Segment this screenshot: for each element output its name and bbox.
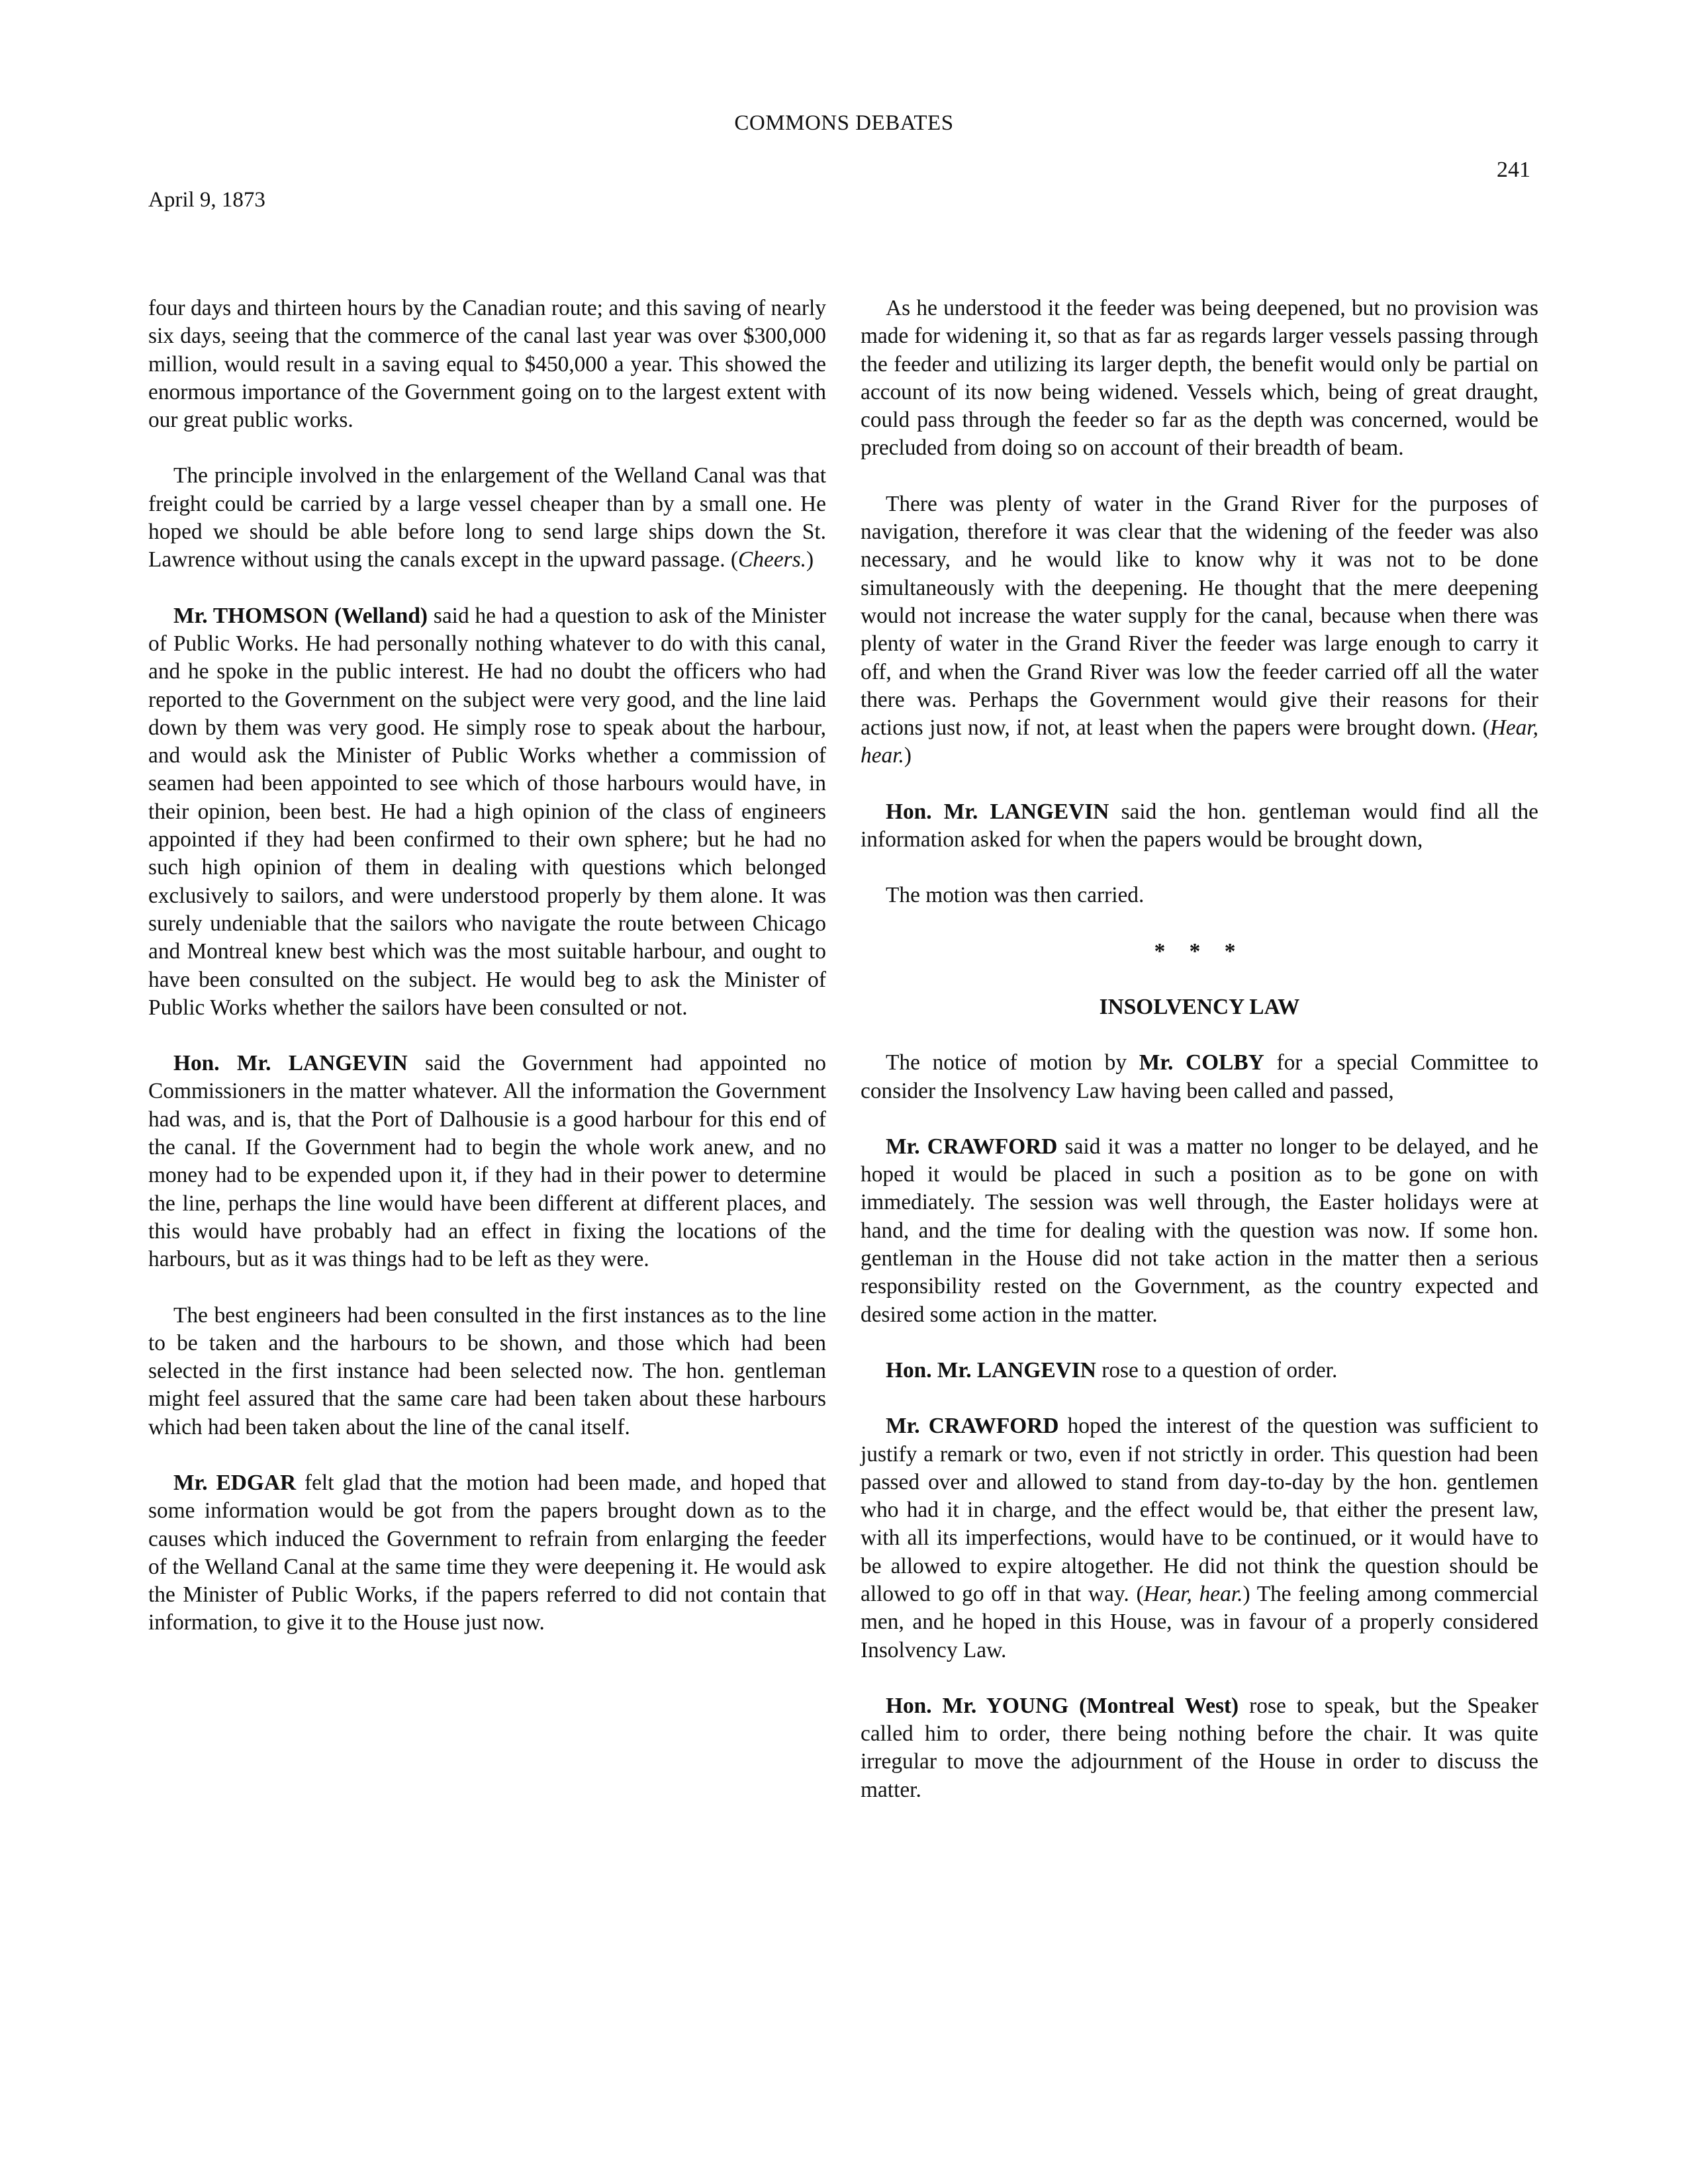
speaker-name: Mr. CRAWFORD	[886, 1414, 1059, 1439]
speech	[148, 602, 826, 1022]
speaker-name: Mr. CRAWFORD	[886, 1134, 1058, 1159]
paragraph-text: There was plenty of water in the Grand River for the purposes of navigation, therefore it was clear that the widening of the feeder was also necessary, and he would like to know why it was not to be done simultaneously with the deepening. He thought that the mere deepening would not increase the water supply for the canal, because when there was plenty of water in the Grand River the feeder was large enough to carry it off, and when the Grand River was low the feeder carried off all the water there was. Perhaps the Government would give their reasons for their actions just now, if not, at least when the papers were brought down. (	[861, 491, 1538, 741]
speaker-name: Hon. Mr. LANGEVIN	[173, 1051, 408, 1076]
speech	[861, 1692, 1538, 1804]
paragraph	[861, 490, 1538, 770]
speech	[861, 798, 1538, 854]
speech-text: felt glad that the motion had been made, and hoped that some information would be got from the papers brought down as to the causes which induced the Government to refrain from enlarging the feeder of the Welland Canal at the same time they were deepening it. He would ask the Minister of Public Works, if the papers referred to did not contain that information, to give it to the House just now.	[148, 1470, 826, 1635]
speech-text: rose to a question of order.	[1096, 1357, 1338, 1383]
interjection: Hear, hear.	[1143, 1581, 1243, 1606]
section-divider: * * *	[1154, 938, 1245, 964]
paragraph-text: )	[904, 743, 912, 768]
speaker-name: Mr. COLBY	[1139, 1050, 1264, 1075]
page-header-title: COMMONS DEBATES	[734, 111, 954, 135]
speech-text: said it was a matter no longer to be delayed, and he hoped it would be placed in such a position as to be gone on with immediately. The session was well through, the Easter holidays were at hand, and the time for dealing with the question was now. If some hon. gentleman in the House did not take action in the matter then a serious responsibility rested on the Government, as the country expected and desired some action in the matter.	[861, 1134, 1538, 1327]
paragraph: As he understood it the feeder was being deepened, but no provision was made for widening it, so that as far as regards larger vessels passing through the feeder and utilizing its larger depth, the benefit would only be partial on account of its now being widened. Vessels which, being of great draught, could pass through the feeder so far as the depth was concerned, would be precluded from doing so on account of their breadth of beam.	[861, 296, 1538, 461]
speaker-name: Mr. EDGAR	[173, 1470, 297, 1495]
speaker-name: Hon. Mr. LANGEVIN	[886, 799, 1109, 824]
page-number: 241	[1497, 158, 1530, 182]
page-date: April 9, 1873	[148, 188, 265, 212]
paragraph-text: The principle involved in the enlargement of the Welland Canal was that freight could be carried by a large vessel cheaper than by a small one. He hoped we should be able before long to send large ships down the St. Lawrence without using the canals except in the upward passage. (	[148, 463, 826, 572]
paragraph-text: The notice of motion by	[886, 1050, 1139, 1075]
interjection: Cheers.	[738, 547, 806, 572]
speech-text: said the hon. gentleman would find all the information asked for when the papers would be brought down,	[861, 799, 1538, 852]
paragraph: The motion was then carried.	[886, 883, 1145, 908]
speech	[861, 1412, 1538, 1664]
speech	[148, 1050, 826, 1273]
left-column	[148, 295, 826, 1665]
speaker-name: Hon. Mr. LANGEVIN	[886, 1357, 1096, 1383]
speaker-name: Hon. Mr. YOUNG (Montreal West)	[886, 1693, 1239, 1718]
speech	[148, 1469, 826, 1637]
speech-text: rose to speak, but the Speaker called him to order, there being nothing before the chair. It was quite irregular to move the adjournment of the House in order to discuss the matter.	[861, 1693, 1539, 1802]
speaker-name: Mr. THOMSON (Welland)	[173, 603, 428, 628]
paragraph: The best engineers had been consulted in the first instances as to the line to be taken and the harbours to be shown, and those which had been selected in the first instance had been selected now. The hon. gentleman might feel assured that the same care had been taken about these harbours which had been taken about the line of the canal itself.	[148, 1302, 826, 1439]
paragraph-text: for a special Committee to consider the Insolvency Law having been called and passed,	[861, 1050, 1538, 1103]
speech-text: hoped the interest of the question was sufficient to justify a remark or two, even if not strictly in order. This question had been passed over and allowed to stand from day-to-day by the hon. gentlemen who had it in charge, and the effect would be, that either the present law, with all its imperfections, would have to be continued, or it would have to be allowed to expire altogether. He did not think the question should be allowed to go off in that way. (	[861, 1414, 1538, 1606]
paragraph	[148, 462, 826, 574]
interjection: Hear, hear.	[861, 715, 1538, 768]
paragraph: four days and thirteen hours by the Canadian route; and this saving of nearly six days, seeing that the commerce of the canal last year was over $300,000 million, would result in a saving equal to $450,000 a year. This showed the enormous importance of the Government going on to the largest extent with our great public works.	[148, 296, 826, 433]
section-heading: INSOLVENCY LAW	[1099, 994, 1300, 1019]
speech	[861, 1133, 1538, 1329]
paragraph-text: )	[806, 547, 814, 572]
right-column	[861, 295, 1538, 1832]
speech-text: ) The feeling among commercial men, and he hoped in this House, was in favour of a properly considered Insolvency Law.	[861, 1581, 1539, 1662]
speech-text: said the Government had appointed no Commissioners in the matter whatever. All the information the Government had was, and is, that the Port of Dalhousie is a good harbour for this end of the canal. If the Government had to begin the whole work anew, and no money had to be expended upon it, if they had in their power to determine the line, perhaps the line would have been different at different places, and this would have probably had an effect in fixing the locations of the harbours, but as it was things had to be left as they were.	[148, 1051, 826, 1272]
paragraph	[861, 1049, 1538, 1105]
speech	[861, 1357, 1538, 1385]
speech-text: said he had a question to ask of the Minister of Public Works. He had personally nothing whatever to do with this canal, and he spoke in the public interest. He had no doubt the officers who had reported to the Government on the subject were very good, and the line laid down by them was very good. He simply rose to speak about the harbour, and would ask the Minister of Public Works whether a commission of seamen had been appointed to see which of those harbours would have, in their opinion, been best. He had a high opinion of the class of engineers appointed if they had been confirmed to their own sphere; but he had no such high opinion of them in dealing with questions which belonged exclusively to sailors, and were understood properly by them alone. It was surely undeniable that the sailors who navigate the route between Chicago and Montreal knew best which was the most suitable harbour, and ought to have been consulted on the subject. He would beg to ask the Minister of Public Works whether the sailors have been consulted or not.	[148, 603, 826, 1020]
